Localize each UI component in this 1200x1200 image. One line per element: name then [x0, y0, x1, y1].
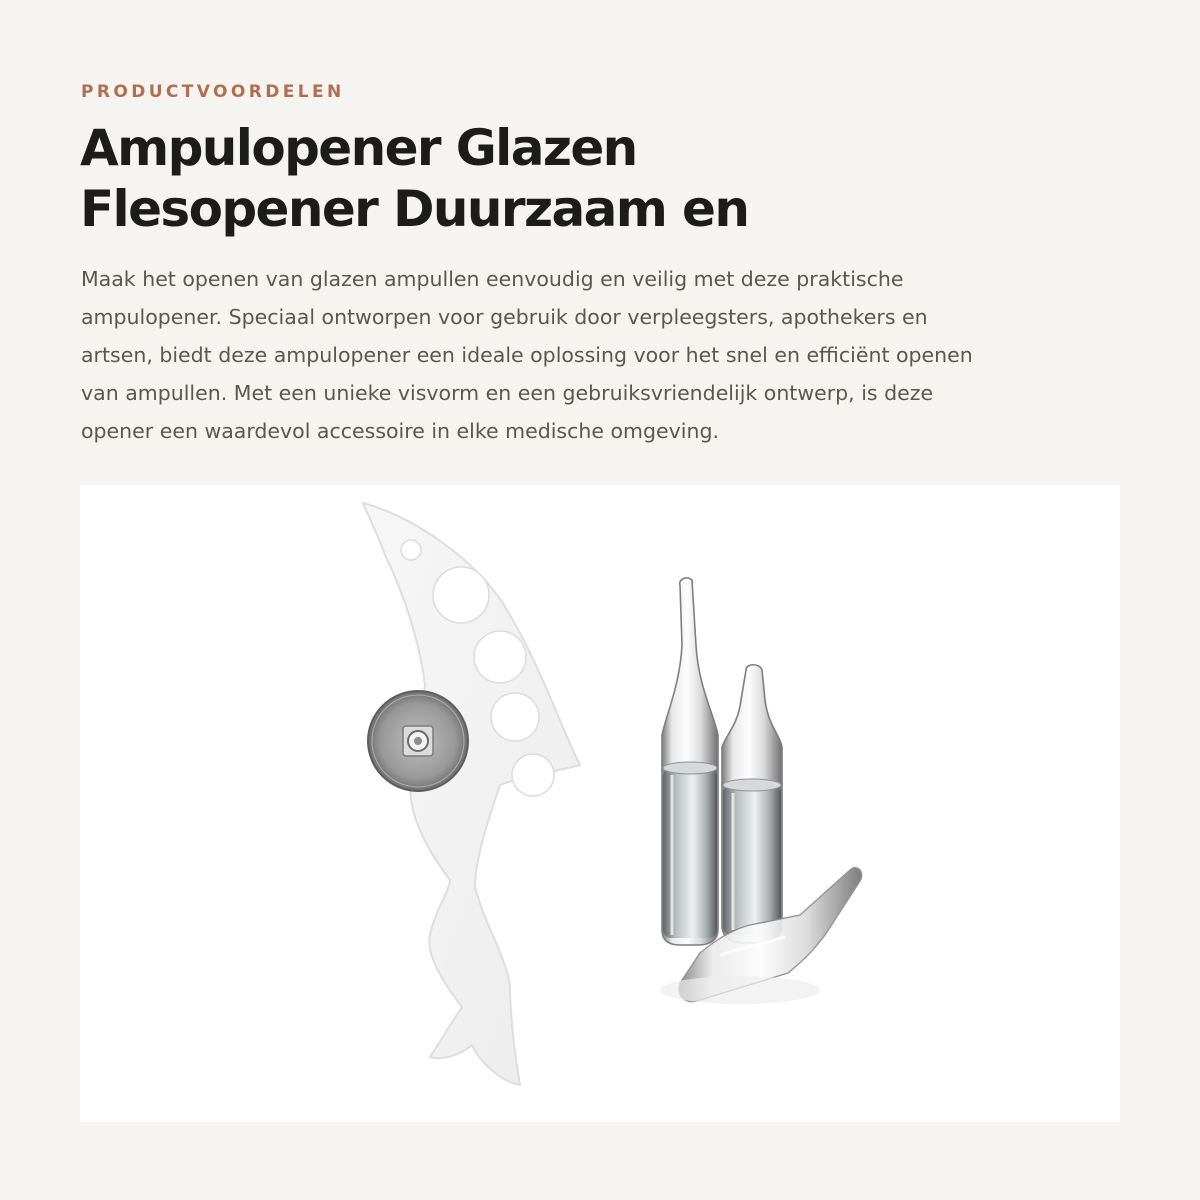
- description-line-5: opener een waardevol accessoire in elke medische omgeving.: [81, 419, 719, 443]
- title-line-2: Flesopener Duurzaam en: [80, 180, 749, 238]
- page-title: [80, 118, 1120, 240]
- section-eyebrow: PRODUCTVOORDELEN: [81, 82, 345, 102]
- description-line-4: van ampullen. Met een unieke visvorm en een gebruiksvriendelijk ontwerp, is deze: [81, 381, 934, 405]
- title-line-1: Ampulopener Glazen: [80, 119, 637, 177]
- glass-ampoules: [660, 578, 862, 1004]
- ampoule-tall: [662, 578, 718, 945]
- product-photo-illustration: [80, 485, 1120, 1122]
- opener-hole-4: [512, 754, 554, 796]
- product-description: [81, 260, 1081, 450]
- opener-hole-1: [433, 567, 489, 623]
- ampoule-reflection: [660, 976, 820, 1004]
- description-line-2: ampulopener. Speciaal ontworpen voor gebruik door verpleegsters, apothekers en: [81, 305, 928, 329]
- product-image: [80, 485, 1120, 1122]
- opener-hole-2: [474, 631, 526, 683]
- dolphin-eye-hole: [401, 540, 421, 560]
- dolphin-opener: [363, 503, 580, 1085]
- cutting-disc: [368, 691, 468, 791]
- opener-hole-3: [491, 693, 539, 741]
- description-line-1: Maak het openen van glazen ampullen eenvoudig en veilig met deze praktische: [81, 267, 904, 291]
- description-line-3: artsen, biedt deze ampulopener een ideale oplossing voor het snel en efficiënt openen: [81, 343, 973, 367]
- ampoule-short: [722, 665, 782, 943]
